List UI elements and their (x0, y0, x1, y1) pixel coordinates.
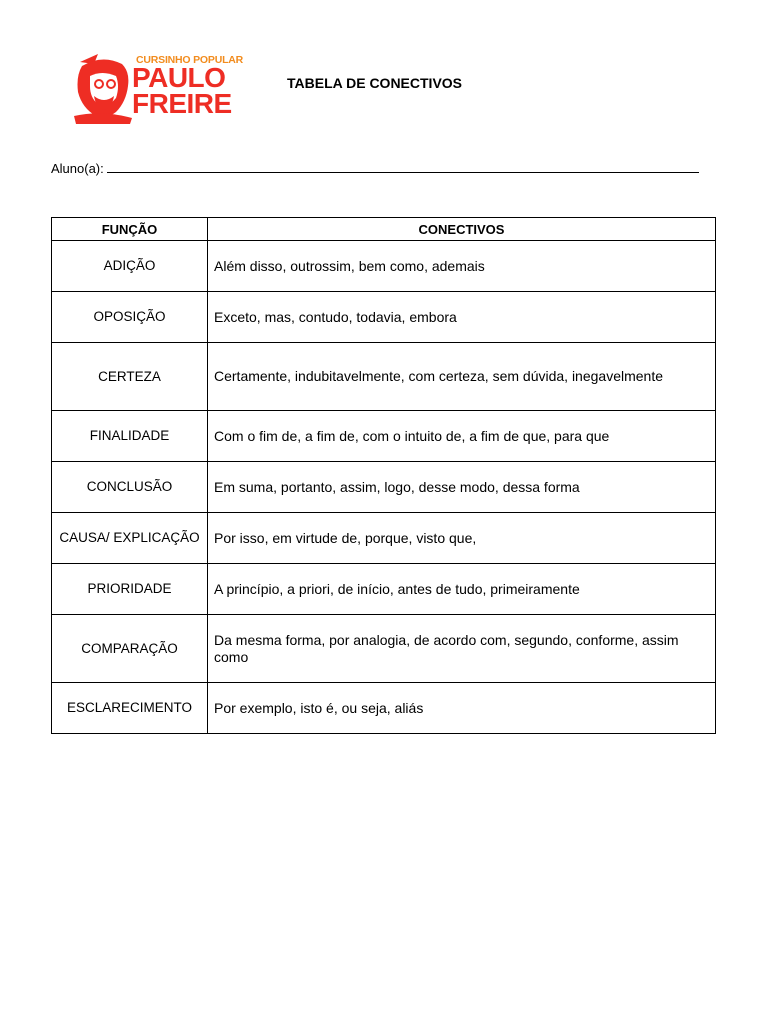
connectives-cell: A princípio, a priori, de início, antes de tudo, primeiramente (208, 564, 716, 615)
connectives-table (51, 217, 716, 734)
logo-subtitle: CURSINHO POPULAR (136, 54, 244, 66)
table-header-row (52, 218, 716, 241)
student-name-blank (107, 160, 699, 173)
logo-name-line1: PAULO (132, 62, 226, 93)
connectives-cell: Com o fim de, a fim de, com o intuito de, a fim de que, para que (208, 411, 716, 462)
function-cell: PRIORIDADE (52, 564, 208, 615)
cursinho-logo (72, 52, 244, 124)
connectives-cell: Por exemplo, isto é, ou seja, aliás (208, 683, 716, 734)
header-funcao: FUNÇÃO (52, 218, 208, 241)
table-row (52, 292, 716, 343)
student-label: Aluno(a): (51, 161, 104, 176)
function-cell: FINALIDADE (52, 411, 208, 462)
student-name-field (51, 160, 699, 176)
connectives-cell: Em suma, portanto, assim, logo, desse modo, dessa forma (208, 462, 716, 513)
connectives-cell: Além disso, outrossim, bem como, ademais (208, 241, 716, 292)
connectives-cell: Certamente, indubitavelmente, com certeza, sem dúvida, inegavelmente (208, 343, 716, 411)
table-row (52, 615, 716, 683)
table-row (52, 462, 716, 513)
function-cell: ESCLARECIMENTO (52, 683, 208, 734)
function-cell: CONCLUSÃO (52, 462, 208, 513)
function-cell: COMPARAÇÃO (52, 615, 208, 683)
function-cell: CAUSA/ EXPLICAÇÃO (52, 513, 208, 564)
function-cell: ADIÇÃO (52, 241, 208, 292)
connectives-cell: Por isso, em virtude de, porque, visto que, (208, 513, 716, 564)
table-row (52, 564, 716, 615)
paulo-freire-portrait-icon (72, 52, 136, 124)
function-cell: OPOSIÇÃO (52, 292, 208, 343)
connectives-cell: Exceto, mas, contudo, todavia, embora (208, 292, 716, 343)
table-row (52, 343, 716, 411)
table-row (52, 241, 716, 292)
table-row (52, 513, 716, 564)
logo-name-line2: FREIRE (132, 88, 232, 119)
connectives-cell: Da mesma forma, por analogia, de acordo com, segundo, conforme, assim como (208, 615, 716, 683)
table-row (52, 683, 716, 734)
page-title: TABELA DE CONECTIVOS (287, 75, 463, 91)
header-conectivos: CONECTIVOS (208, 218, 716, 241)
table-row (52, 411, 716, 462)
function-cell: CERTEZA (52, 343, 208, 411)
